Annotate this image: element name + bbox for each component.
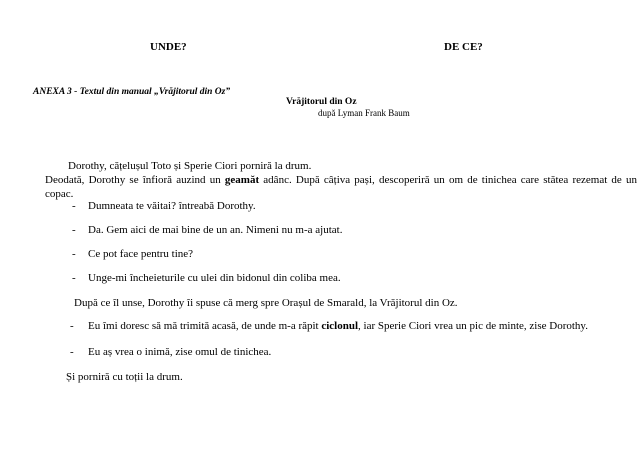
paragraph-4: Și porniră cu toții la drum.	[66, 371, 183, 383]
story-title: Vrăjitorul din Oz	[286, 97, 357, 107]
dash-marker: -	[70, 346, 74, 358]
paragraph-2	[45, 173, 637, 201]
dialogue-text-end: , iar Sperie Ciori vrea un pic de minte, zise Dorothy.	[358, 320, 588, 332]
annex-label: ANEXA 3 - Textul din manual „Vrăjitorul din Oz”	[33, 87, 231, 97]
paragraph-3: După ce îl unse, Dorothy îi spuse că merg spre Orașul de Smarald, la Vrăjitorul din Oz.	[74, 297, 458, 309]
header-de-ce: DE CE?	[444, 41, 483, 53]
dialogue-text: Da. Gem aici de mai bine de un an. Nimeni nu m-a ajutat.	[88, 224, 343, 236]
dash-marker: -	[72, 248, 76, 260]
word-ciclonul: ciclonul	[321, 320, 359, 332]
paragraph-1: Dorothy, cățelușul Toto și Sperie Ciori porniră la drum.	[68, 160, 312, 172]
dialogue-line-3	[72, 248, 193, 260]
dialogue-text: Eu aș vrea o inimă, zise omul de tinichea.	[88, 346, 272, 358]
dialogue-line-6	[70, 346, 271, 358]
paragraph-2-start: Deodată, Dorothy se înfioră auzind un	[45, 174, 225, 186]
dialogue-line-4	[72, 272, 341, 284]
dialogue-text: Ce pot face pentru tine?	[88, 248, 194, 260]
dialogue-text: Unge-mi încheieturile cu ulei din bidonul din coliba mea.	[88, 272, 341, 284]
dash-marker: -	[70, 320, 74, 332]
story-author: după Lyman Frank Baum	[318, 108, 410, 118]
word-geamat: geamăt	[224, 174, 260, 186]
dialogue-line-1	[72, 200, 256, 212]
dash-marker: -	[72, 224, 76, 236]
dialogue-text-start: Eu îmi doresc să mă trimită acasă, de unde m-a răpit	[88, 320, 322, 332]
dash-marker: -	[72, 200, 76, 212]
dialogue-text: Dumneata te văitai? întreabă Dorothy.	[88, 200, 256, 212]
paragraph-2-end: adânc. După câțiva pași, descoperiră un om de tinichea care stătea rezemat de un copac.	[45, 174, 637, 200]
dash-marker: -	[72, 272, 76, 284]
dialogue-line-2	[72, 224, 342, 236]
dialogue-line-5	[70, 320, 588, 332]
header-unde: UNDE?	[150, 41, 187, 53]
